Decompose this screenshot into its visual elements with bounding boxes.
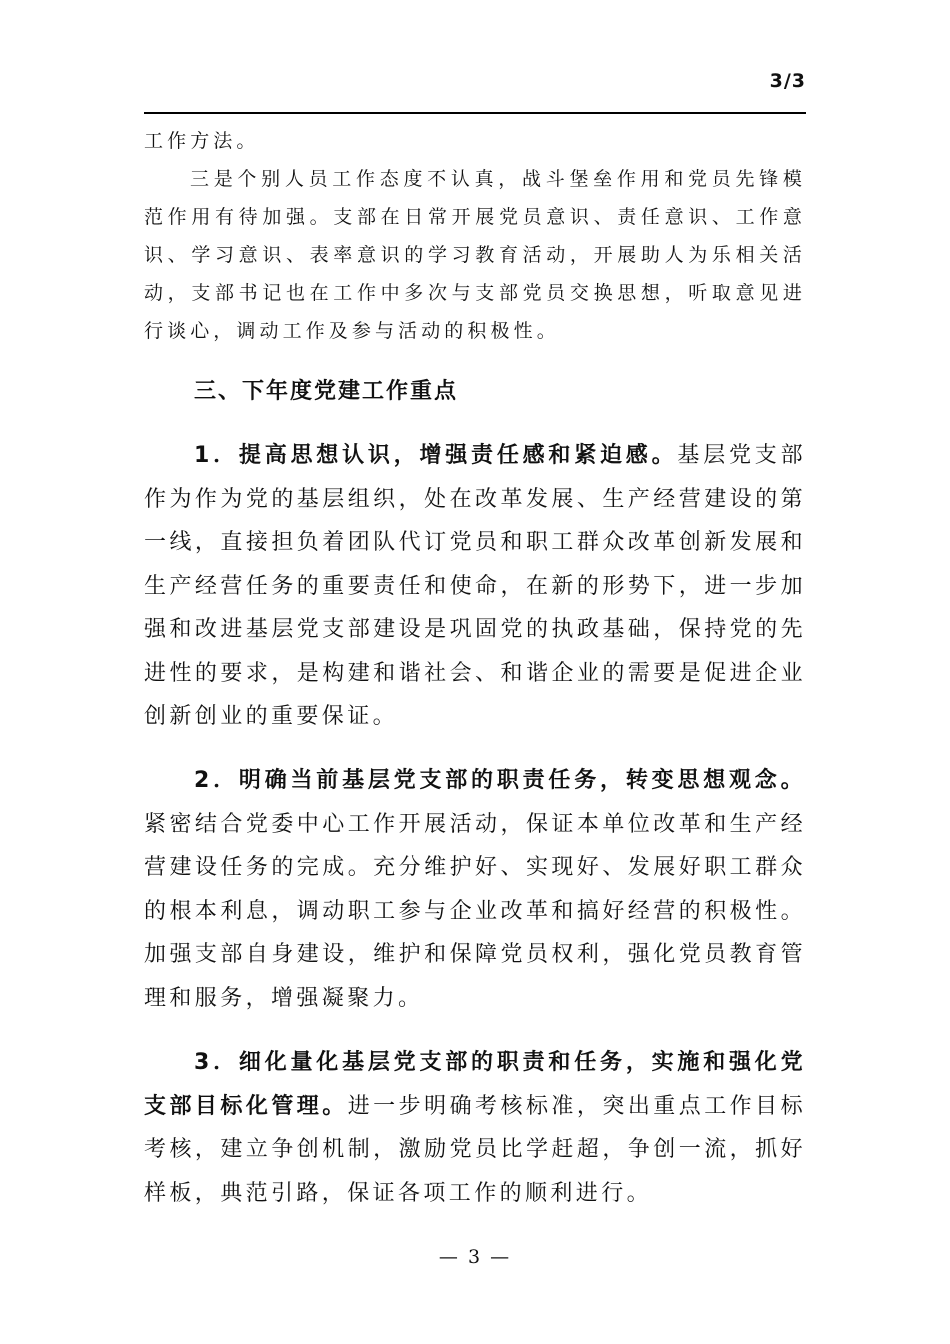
item-1 bbox=[144, 434, 806, 739]
item-2-lead: 2．明确当前基层党支部的职责任务，转变思想观念。 bbox=[194, 768, 806, 793]
header-rule bbox=[144, 112, 806, 114]
page-indicator: 3/3 bbox=[769, 70, 806, 92]
item-2 bbox=[144, 759, 806, 1020]
item-3-body: 进一步明确考核标准，突出重点工作目标考核，建立争创机制，激励党员比学赶超，争创一流，抓好样板，典范引路，保证各项工作的顺利进行。 bbox=[144, 1093, 807, 1206]
item-3 bbox=[144, 1041, 806, 1215]
item-1-lead: 1．提高思想认识，增强责任感和紧迫感。 bbox=[194, 443, 678, 468]
item-2-body: 紧密结合党委中心工作开展活动，保证本单位改革和生产经营建设任务的完成。充分维护好、实现好、发展好职工群众的根本利息，调动职工参与企业改革和搞好经营的积极性。加强支部自身建设，维护和保障党员权利，强化党员教育管理和服务，增强凝聚力。 bbox=[144, 811, 806, 1011]
page-number-footer: — 3 — bbox=[438, 1246, 512, 1268]
paragraph-three: 三是个别人员工作态度不认真，战斗堡垒作用和党员先锋模范作用有待加强。支部在日常开展党员意识、责任意识、工作意识、学习意识、表率意识的学习教育活动，开展助人为乐相关活动，支部书记也在工作中多次与支部党员交换思想，听取意见进行谈心，调动工作及参与活动的积极性。 bbox=[144, 168, 806, 342]
section-three-heading: 三、下年度党建工作重点 bbox=[194, 379, 459, 404]
item-1-body: 基层党支部作为作为党的基层组织，处在改革发展、生产经营建设的第一线，直接担负着团队代订党员和职工群众改革创新发展和生产经营任务的重要责任和使命，在新的形势下，进一步加强和改进基层党支部建设是巩固党的执政基础，保持党的先进性的要求，是构建和谐社会、和谐企业的需要是促进企业创新创业的重要保证。 bbox=[144, 443, 806, 729]
item-3-lead: 3．细化量化基层党支部的职责和任务，实施和强化党支部目标化管理。 bbox=[144, 1050, 806, 1119]
continuation-text: 工作方法。 bbox=[144, 130, 260, 152]
